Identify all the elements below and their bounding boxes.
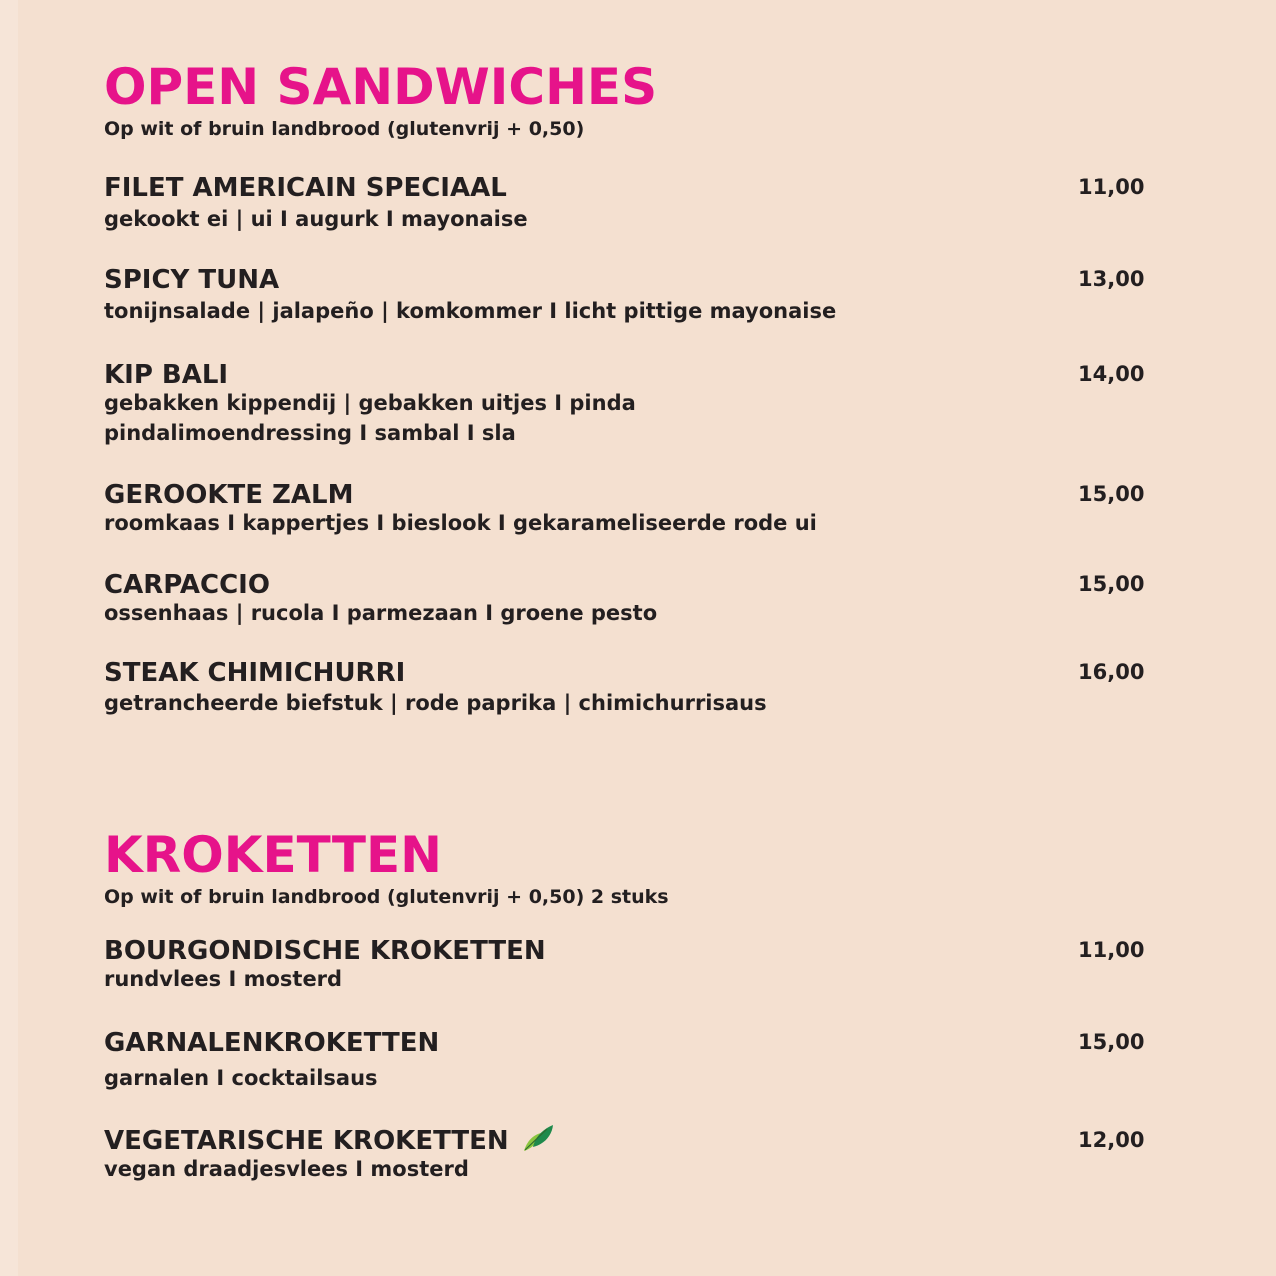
item-description: roomkaas I kappertjes I bieslook I gekarameliseerde rode ui	[104, 511, 817, 535]
item-price: 11,00	[1078, 175, 1145, 199]
menu-item-kip-bali	[104, 362, 1164, 448]
item-name	[104, 175, 1164, 201]
item-price: 15,00	[1078, 482, 1145, 506]
menu-item-filet-americain	[104, 175, 1164, 234]
item-name-text: STEAK CHIMICHURRI	[104, 658, 406, 688]
item-name-text: GARNALENKROKETTEN	[104, 1028, 440, 1058]
item-price: 12,00	[1078, 1128, 1145, 1152]
item-description: rundvlees I mosterd	[104, 967, 343, 991]
item-name	[104, 482, 1164, 508]
menu-item-steak-chimichurri	[104, 660, 1164, 718]
menu-item-vegetarische-kroketten	[104, 1128, 1164, 1184]
item-name	[104, 362, 1164, 388]
item-name-text: FILET AMERICAIN SPECIAAL	[104, 173, 507, 203]
item-name-text: GEROOKTE ZALM	[104, 480, 354, 510]
item-description-line-1: gebakken kippendij | gebakken uitjes I pinda	[104, 391, 636, 415]
menu-item-spicy-tuna	[104, 267, 1164, 326]
vegetarian-leaf-icon	[521, 1123, 555, 1153]
item-price: 15,00	[1078, 572, 1145, 596]
item-price: 11,00	[1078, 938, 1145, 962]
item-name-text: KIP BALI	[104, 360, 229, 390]
item-description: garnalen I cocktailsaus	[104, 1066, 378, 1090]
item-price: 13,00	[1078, 267, 1145, 291]
item-name	[104, 1030, 1164, 1056]
page-left-edge	[0, 0, 18, 1276]
menu-item-garnalenkroketten	[104, 1030, 1164, 1093]
item-name-text: VEGETARISCHE KROKETTEN	[104, 1126, 509, 1156]
item-description-line-2: pindalimoendressing I sambal I sla	[104, 421, 516, 445]
item-price: 15,00	[1078, 1030, 1145, 1054]
item-description: ossenhaas | rucola I parmezaan I groene pesto	[104, 601, 658, 625]
item-description: tonijnsalade | jalapeño | komkommer I licht pittige mayonaise	[104, 299, 837, 323]
item-name	[104, 660, 1164, 686]
menu-item-gerookte-zalm	[104, 482, 1164, 538]
item-description: gekookt ei | ui I augurk I mayonaise	[104, 207, 528, 231]
section-title: OPEN SANDWICHES	[104, 58, 658, 116]
item-name	[104, 572, 1164, 598]
section-title: KROKETTEN	[104, 826, 443, 884]
item-price: 14,00	[1078, 362, 1145, 386]
item-name-text: CARPACCIO	[104, 570, 270, 600]
item-name	[104, 938, 1164, 964]
menu-item-carpaccio	[104, 572, 1164, 628]
section-open-sandwiches	[104, 58, 1164, 715]
item-name-text: BOURGONDISCHE KROKETTEN	[104, 936, 546, 966]
item-name-text: SPICY TUNA	[104, 265, 280, 295]
item-name	[104, 267, 1164, 293]
item-price: 16,00	[1078, 660, 1145, 684]
section-kroketten	[104, 826, 1164, 1181]
section-subtitle: Op wit of bruin landbrood (glutenvrij + 0,50) 2 stuks	[104, 886, 669, 908]
menu-item-bourgondische-kroketten	[104, 938, 1164, 994]
item-description: getrancheerde biefstuk | rode paprika | chimichurrisaus	[104, 691, 767, 715]
section-subtitle: Op wit of bruin landbrood (glutenvrij + 0,50)	[104, 118, 585, 140]
item-description: vegan draadjesvlees I mosterd	[104, 1157, 469, 1181]
item-name	[104, 1128, 1164, 1154]
